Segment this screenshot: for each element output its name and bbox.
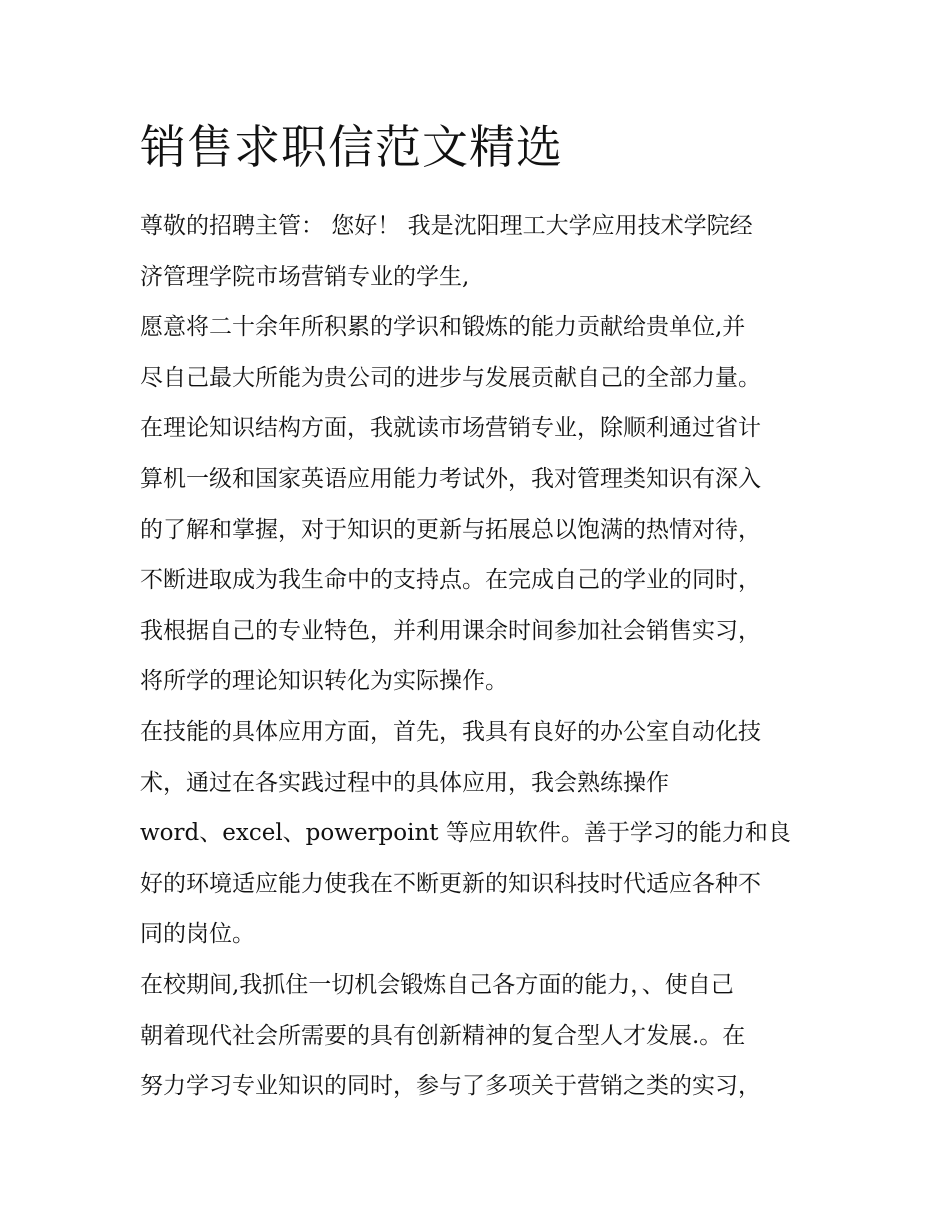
text-line: word、excel、powerpoint 等应用软件。善于学习的能力和良 [140, 820, 791, 847]
text-line: 尊敬的招聘主管： 您好！ 我是沈阳理工大学应用技术学院经 [140, 213, 753, 239]
text-line: 将所学的理论知识转化为实际操作。 [140, 668, 508, 695]
text-line: 我根据自己的专业特色，并利用课余时间参加社会销售实习， [140, 617, 761, 644]
text-line: 在理论知识结构方面，我就读市场营销专业，除顺利通过省计 [140, 415, 761, 442]
text-line: 尽自己最大所能为贵公司的进步与发展贡献自己的全部力量。 [140, 364, 761, 391]
text-line: 算机一级和国家英语应用能力考试外，我对管理类知识有深入 [140, 465, 761, 492]
text-line: 济管理学院市场营销专业的学生, [140, 263, 470, 290]
document-body [140, 201, 820, 1112]
text-line: 不断进取成为我生命中的支持点。在完成自己的学业的同时， [140, 567, 761, 594]
text-line: 朝着现代社会所需要的具有创新精神的复合型人才发展.。在 [140, 1022, 746, 1049]
text-line: 好的环境适应能力使我在不断更新的知识科技时代适应各种不 [140, 870, 761, 897]
text-line: 在技能的具体应用方面，首先，我具有良好的办公室自动化技 [140, 718, 761, 745]
text-line: 愿意将二十余年所积累的学识和锻炼的能力贡献给贵单位,并 [140, 314, 746, 341]
text-line: 术，通过在各实践过程中的具体应用，我会熟练操作 [140, 769, 669, 796]
text-line: 同的岗位。 [140, 921, 255, 948]
document-title: 销售求职信范文精选 [140, 120, 563, 174]
text-line: 在校期间,我抓住一切机会锻炼自己各方面的能力，、使自己 [140, 971, 734, 998]
text-line: 的了解和掌握，对于知识的更新与拓展总以饱满的热情对待， [140, 516, 761, 543]
text-line: 努力学习专业知识的同时，参与了多项关于营销之类的实习， [140, 1073, 761, 1100]
